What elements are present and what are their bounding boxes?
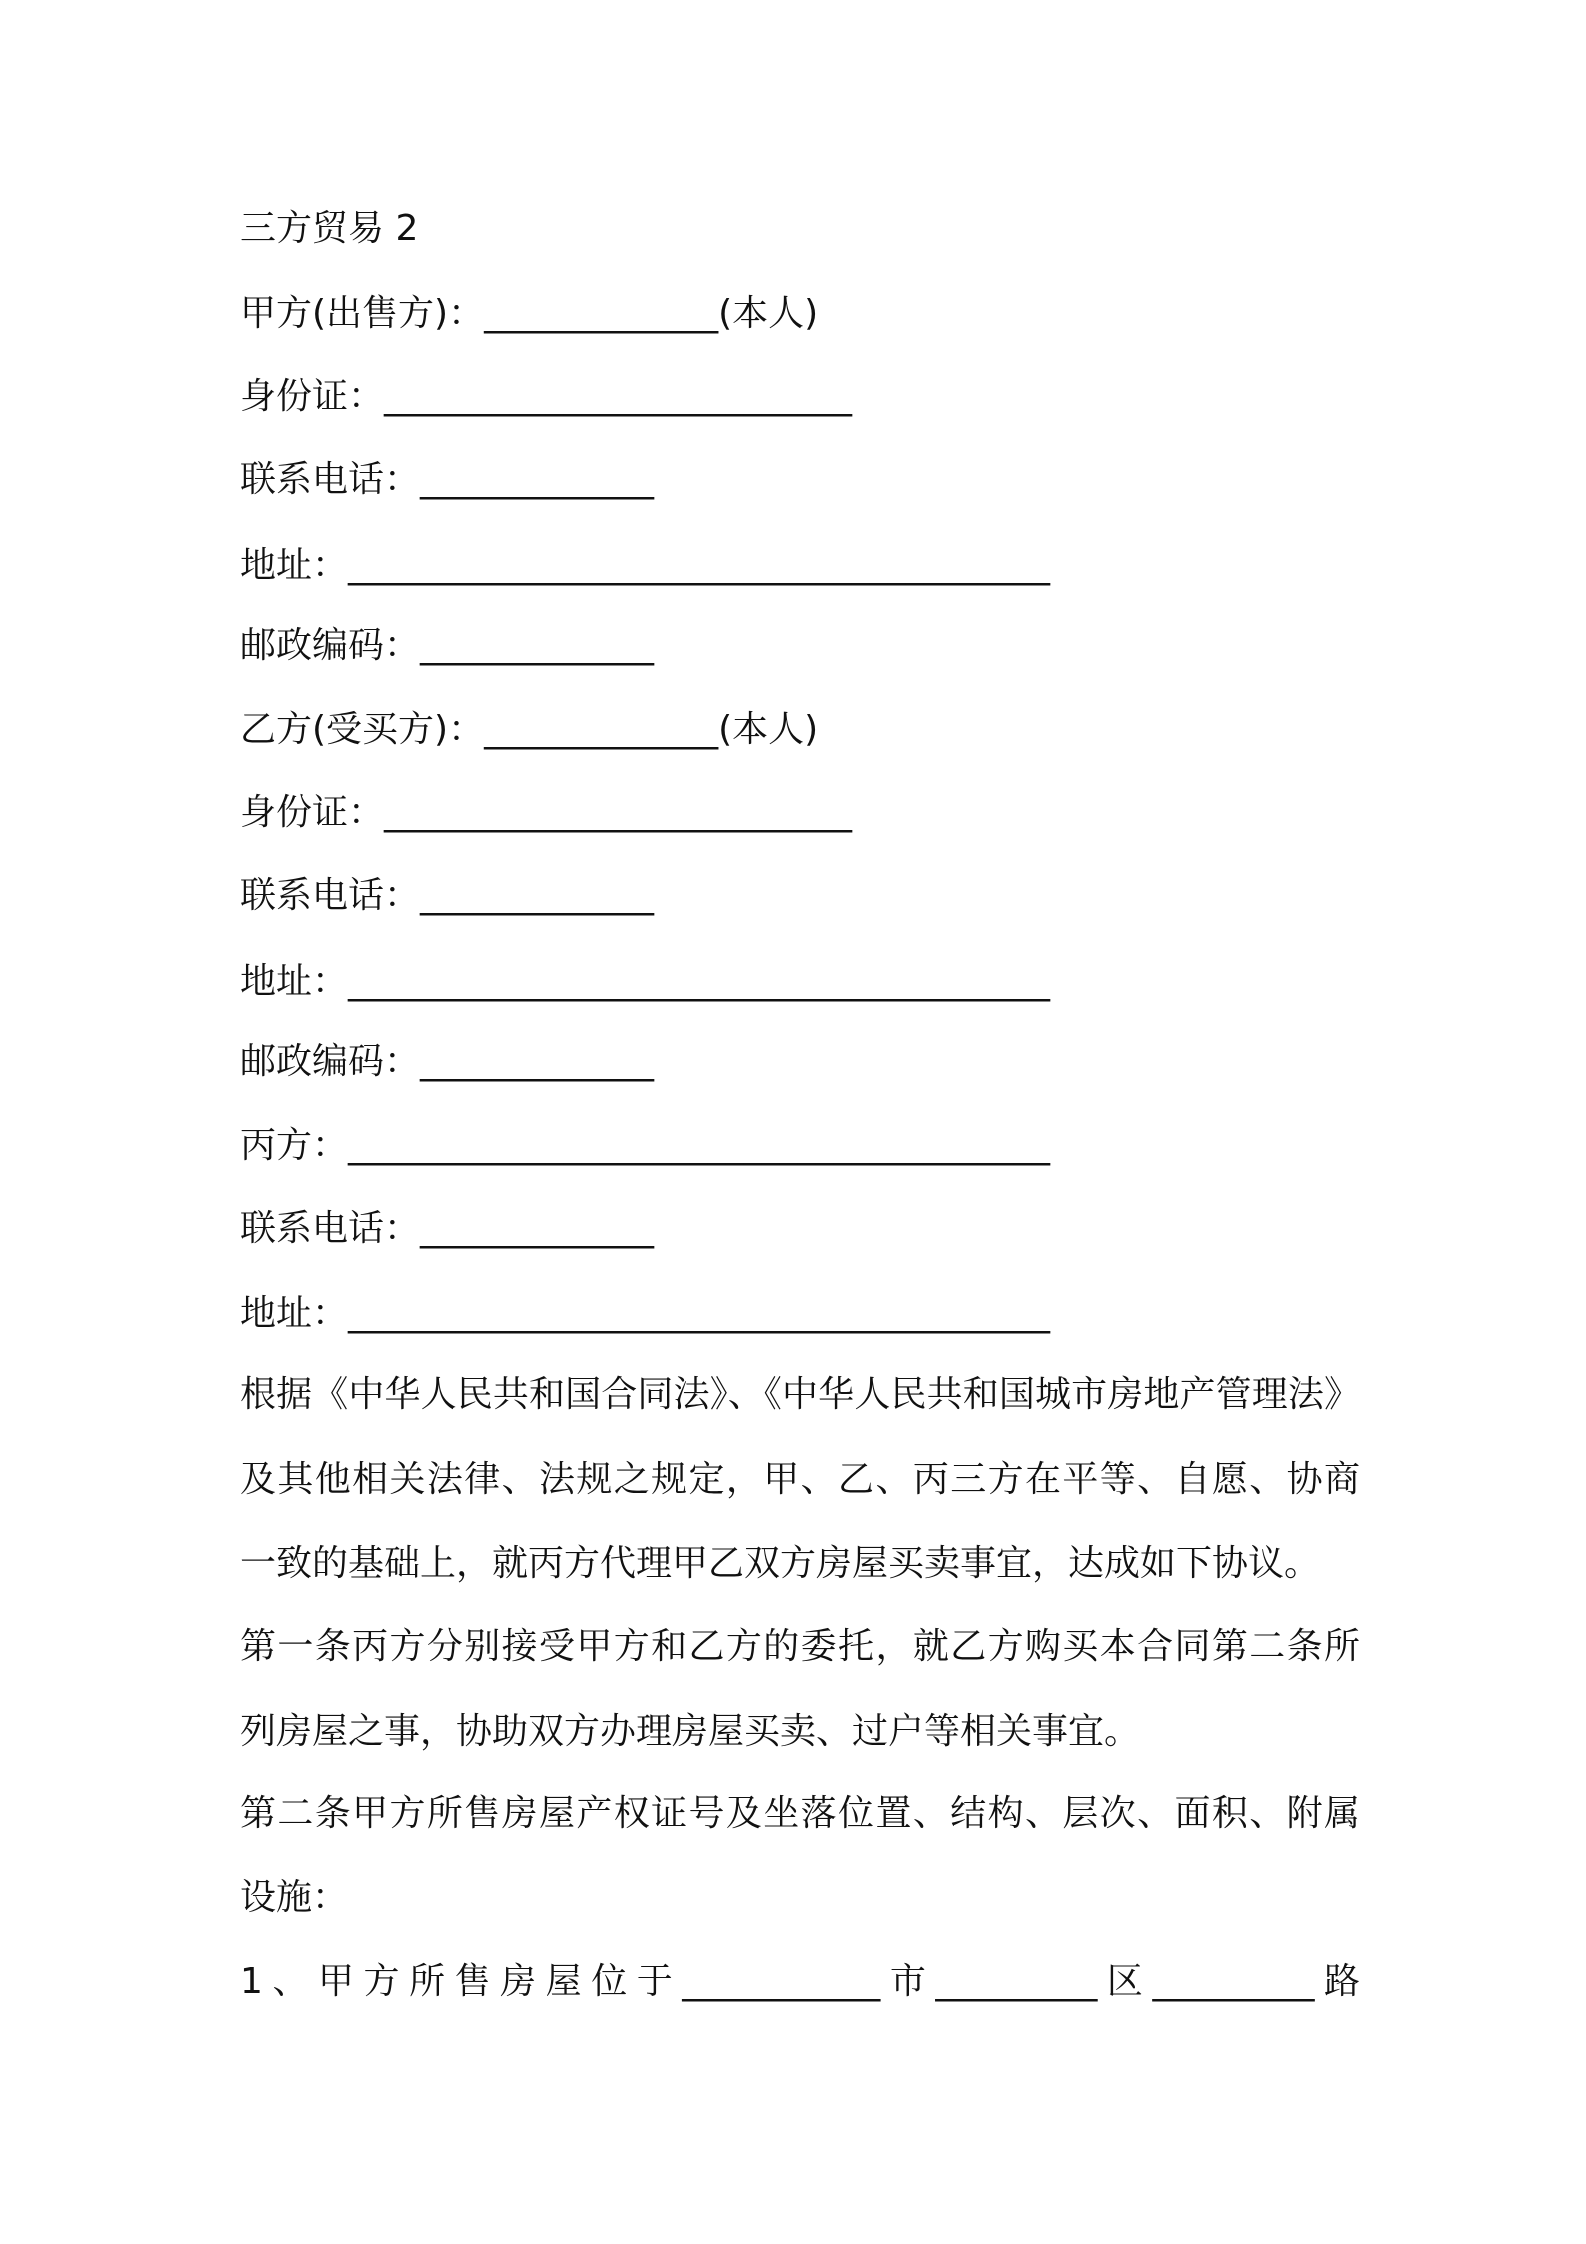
party-b-name-field: 乙方(受买方)：_____________(本人)	[240, 709, 819, 750]
party-a-phone-field: 联系电话：_____________	[240, 459, 655, 500]
paragraph-line: 第二条甲方所售房屋产权证号及坐落位置、结构、层次、面积、附属	[240, 1793, 1360, 1834]
party-a-name-field: 甲方(出售方)：_____________(本人)	[240, 293, 819, 334]
party-a-postcode-field: 邮政编码：_____________	[240, 625, 655, 666]
paragraph-line: 1、甲方所售房屋位于___________市_________区_________路	[240, 1961, 1360, 2002]
party-b-address-field: 地址：_______________________________________	[240, 961, 1051, 1002]
paragraph-line: 一致的基础上，就丙方代理甲乙双方房屋买卖事宜，达成如下协议。	[240, 1543, 1321, 1584]
paragraph-line: 及其他相关法律、法规之规定，甲、乙、丙三方在平等、自愿、协商	[240, 1459, 1360, 1500]
party-c-phone-field: 联系电话：_____________	[240, 1208, 655, 1249]
party-a-id-field: 身份证：__________________________	[240, 376, 853, 417]
party-b-phone-field: 联系电话：_____________	[240, 875, 655, 916]
party-c-name-field: 丙方：_______________________________________	[240, 1125, 1051, 1166]
party-c-address-field: 地址：_______________________________________	[240, 1293, 1051, 1334]
paragraph-line: 第一条丙方分别接受甲方和乙方的委托，就乙方购买本合同第二条所	[240, 1626, 1360, 1667]
paragraph-line: 设施：	[240, 1877, 349, 1918]
paragraph-line: 根据《中华人民共和国合同法》、《中华人民共和国城市房地产管理法》	[240, 1374, 1360, 1415]
party-b-postcode-field: 邮政编码：_____________	[240, 1041, 655, 1082]
party-b-id-field: 身份证：__________________________	[240, 792, 853, 833]
document-title: 三方贸易 2	[240, 208, 419, 249]
paragraph-line: 列房屋之事，协助双方办理房屋买卖、过户等相关事宜。	[240, 1711, 1141, 1752]
party-a-address-field: 地址：_______________________________________	[240, 545, 1051, 586]
